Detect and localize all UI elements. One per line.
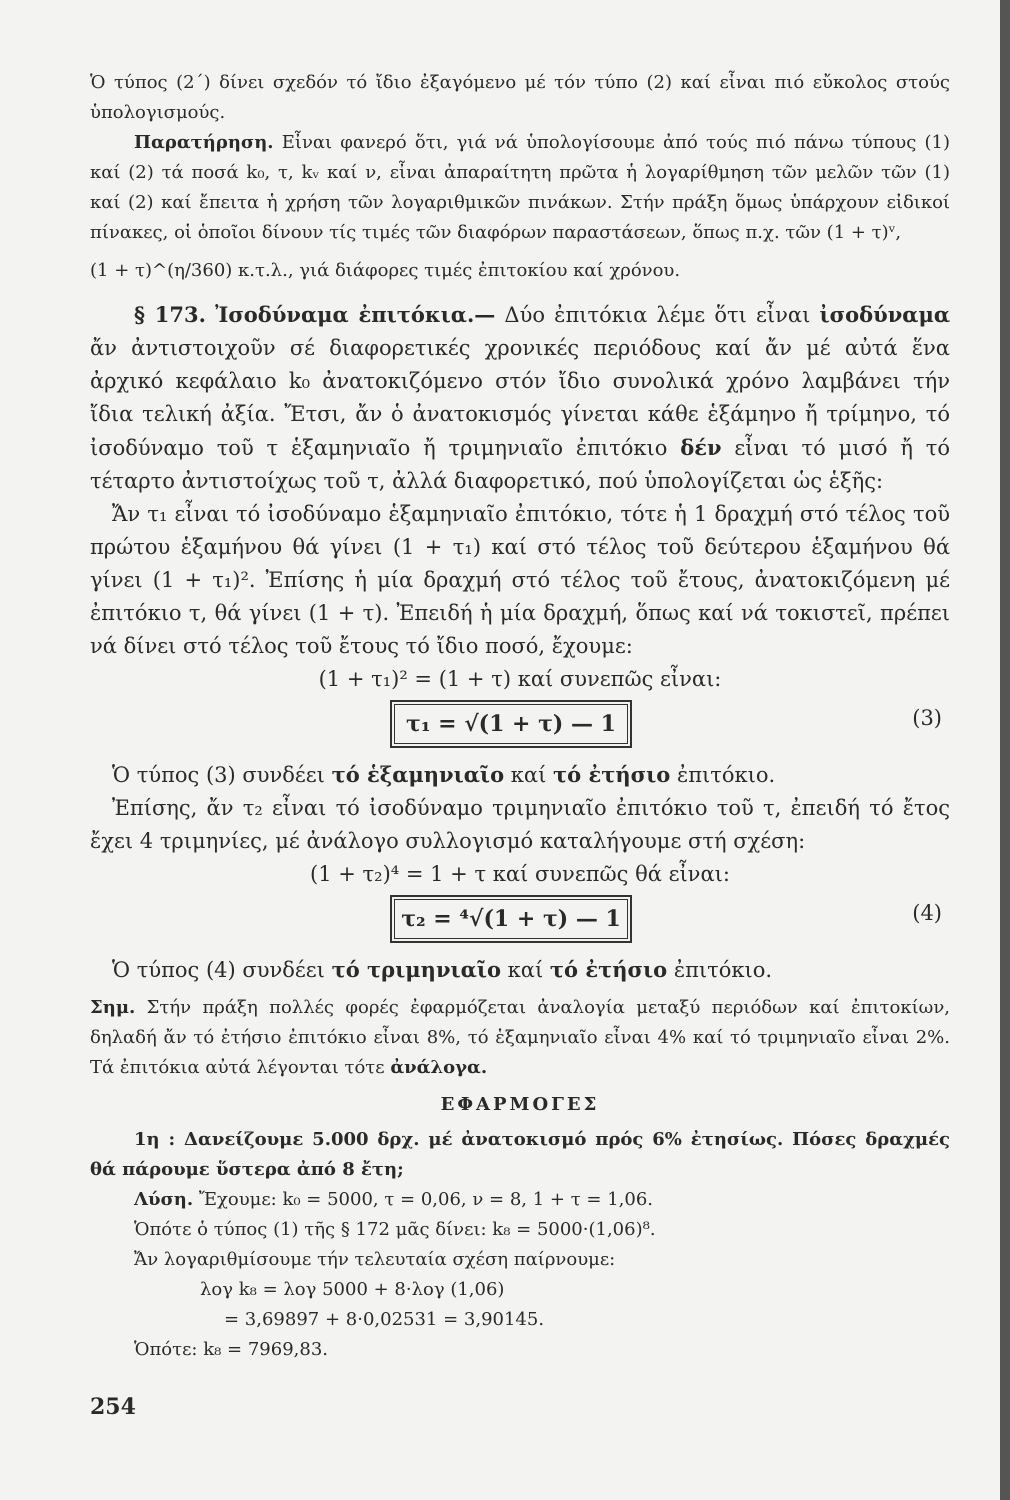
section-text-b: ἄν ἀντιστοιχοῦν σέ διαφορετικές χρονικές περιόδους καί ἄν μέ αὐτά ἕνα ἀρχικό κεφάλαιο k₀ ἀνατοκιζόμενο στόν ἴδιο συνολικά χρόνο λαμβάνει τήν ἴδια τελική ἀξία. Ἔτσι, ἄν ὁ ἀνατοκισμός γίνεται κάθε ἑξάμηνο ἤ τρίμηνο, τό ἰσοδύναμο τοῦ τ ἑξαμηνιαῖο ἤ τριμηνιαῖο ἐπιτόκιο (90, 336, 950, 460)
solution-line-3: Ἄν λογαριθμίσουμε τήν τελευταία σχέση παίρνουμε: (134, 1249, 616, 1270)
paragraph-quarterly: Ἐπίσης, ἄν τ₂ εἶναι τό ἰσοδύναμο τριμηνιαῖο ἐπιτόκιο τοῦ τ, ἐπειδή τό ἔτος ἔχει 4 τριμηνίες, μέ ἀνάλογο συλλογισμό καταλήγουμε στή σχέση: (90, 796, 950, 853)
text-fragment: Ὁ τύπος (4) συνδέει (112, 958, 332, 982)
solution-text: Ἔχουμε: k₀ = 5000, τ = 0,06, ν = 8, 1 + τ = 1,06. (193, 1189, 653, 1210)
paragraph-semiannual: Ἄν τ₁ εἶναι τό ἰσοδύναμο ἑξαμηνιαῖο ἐπιτόκιο, τότε ἡ 1 δραχμή στό τέλος τοῦ πρώτου ἑξαμήνου θά γίνει (1 + τ₁) καί στό τέλος τοῦ δεύτερου ἑξαμήνου θά γίνει (1 + τ₁)². Ἐπίσης ἡ μία δραχμή στό τέλος τοῦ ἔτους, ἀνατοκιζόμενη μέ ἐπιτόκιο τ, θά γίνει (1 + τ). Ἐπειδή ἡ μία δραχμή, ὅπως καί νά τοκιστεῖ, πρέπει νά δίνει στό τέλος τοῦ ἔτους τό ἴδιο ποσό, ἔχουμε: (90, 502, 950, 658)
remark-label: Παρατήρηση. (134, 132, 274, 153)
paragraph-formula-4-link (90, 953, 950, 987)
formula-4-number: (4) (912, 901, 942, 925)
section-text-c: εἶναι τό μισό ἤ τό τέταρτο ἀντιστοίχως τοῦ τ, ἀλλά διαφορετικό, πού ὑπολογίζεται ὡς ἑξῆς: (90, 436, 950, 493)
text-fragment: καί (501, 958, 550, 982)
text-fragment: ἐπιτόκιο. (670, 763, 776, 787)
solution-line-5: = 3,69897 + 8·0,02531 = 3,90145. (224, 1309, 545, 1330)
paragraph-note (90, 993, 950, 1083)
page-number: 254 (90, 1394, 136, 1420)
solution-label: Λύση. (134, 1189, 194, 1210)
equation-semiannual: (1 + τ₁)² = (1 + τ) καί συνεπῶς εἶναι: (318, 667, 722, 691)
text-fragment: καί (504, 763, 553, 787)
section-173 (90, 298, 950, 498)
paragraph-formula-3-link (90, 758, 950, 792)
page-edge-shadow (1000, 0, 1010, 1500)
section-bold-not: δέν (680, 435, 722, 460)
solution-line-2: Ὁπότε ὁ τύπος (1) τῆς § 172 μᾶς δίνει: k₈ = 5000·(1,06)⁸. (134, 1219, 656, 1240)
formula-3-box: τ₁ = √(1 + τ) — 1 (390, 700, 632, 748)
formula-3-number: (3) (912, 706, 942, 730)
bold-semiannual: τό ἑξαμηνιαῖο (331, 762, 505, 787)
note-label: Σημ. (90, 997, 136, 1018)
solution-line-1 (90, 1185, 950, 1215)
section-title: Ἰσοδύναμα ἐπιτόκια.— (215, 302, 496, 327)
bold-annual: τό ἐτήσιο (553, 762, 671, 787)
section-bold-term: ἰσοδύναμα (819, 302, 950, 327)
exercise-1: 1η : Δανείζουμε 5.000 δρχ. μέ ἀνατοκισμό πρός 6% ἐτησίως. Πόσες δραχμές θά πάρουμε ὕστερα ἀπό 8 ἔτη; (90, 1129, 950, 1180)
equation-quarterly: (1 + τ₂)⁴ = 1 + τ καί συνεπῶς θά εἶναι: (310, 862, 730, 886)
note-bold: ἀνάλογα. (390, 1057, 488, 1078)
section-number: § 173. (134, 302, 206, 327)
section-text-a: Δύο ἐπιτόκια λέμε ὅτι εἶναι (495, 303, 820, 327)
page-body (90, 68, 950, 1365)
boxed-formula-3 (90, 700, 950, 752)
formula-4-box: τ₂ = ⁴√(1 + τ) — 1 (390, 895, 632, 943)
note-text: Στήν πράξη πολλές φορές ἐφαρμόζεται ἀναλογία μεταξύ περιόδων καί ἐπιτοκίων, δηλαδή ἄν τό ἐτήσιο ἐπιτόκιο εἶναι 8%, τό ἑξαμηνιαῖο εἶναι 4% καί τό τριμηνιαῖο εἶναι 2%. Τά ἐπιτόκια αὐτά λέγονται τότε (90, 997, 950, 1078)
paragraph-formula-note: Ὁ τύπος (2΄) δίνει σχεδόν τό ἴδιο ἐξαγόμενο μέ τόν τύπο (2) καί εἶναι πιό εὔκολος στούς ὑπολογισμούς. (90, 72, 950, 123)
applications-heading: ΕΦΑΡΜΟΓΕΣ (440, 1094, 600, 1115)
bold-quarterly: τό τριμηνιαῖο (331, 957, 501, 982)
text-fragment: Ὁ τύπος (3) συνδέει (112, 763, 332, 787)
text-fragment: ἐπιτόκιο. (667, 958, 773, 982)
solution-line-6: Ὁπότε: k₈ = 7969,83. (134, 1339, 329, 1360)
paragraph-remark (90, 128, 950, 248)
bold-annual: τό ἐτήσιο (549, 957, 668, 982)
boxed-formula-4 (90, 895, 950, 947)
paragraph-exponent-example: (1 + τ)^(η/360) κ.τ.λ., γιά διάφορες τιμές ἐπιτοκίου καί χρόνου. (90, 260, 681, 281)
solution-line-4: λογ k₈ = λογ 5000 + 8·λογ (1,06) (200, 1279, 505, 1300)
remark-text: Εἶναι φανερό ὅτι, γιά νά ὑπολογίσουμε ἀπό τούς πιό πάνω τύπους (1) καί (2) τά ποσά k₀, τ, kᵥ καί ν, εἶναι ἀπαραίτητη πρῶτα ἡ λογαρίθμηση τῶν μελῶν τῶν (1) καί (2) καί ἔπειτα ἡ χρήση τῶν λογαριθμικῶν πινάκων. Στήν πράξη ὅμως ὑπάρχουν εἰδικοί πίνακες, οἱ ὁποῖοι δίνουν τίς τιμές τῶν διαφόρων παραστάσεων, ὅπως π.χ. τῶν (1 + τ)ᵛ, (90, 132, 950, 243)
